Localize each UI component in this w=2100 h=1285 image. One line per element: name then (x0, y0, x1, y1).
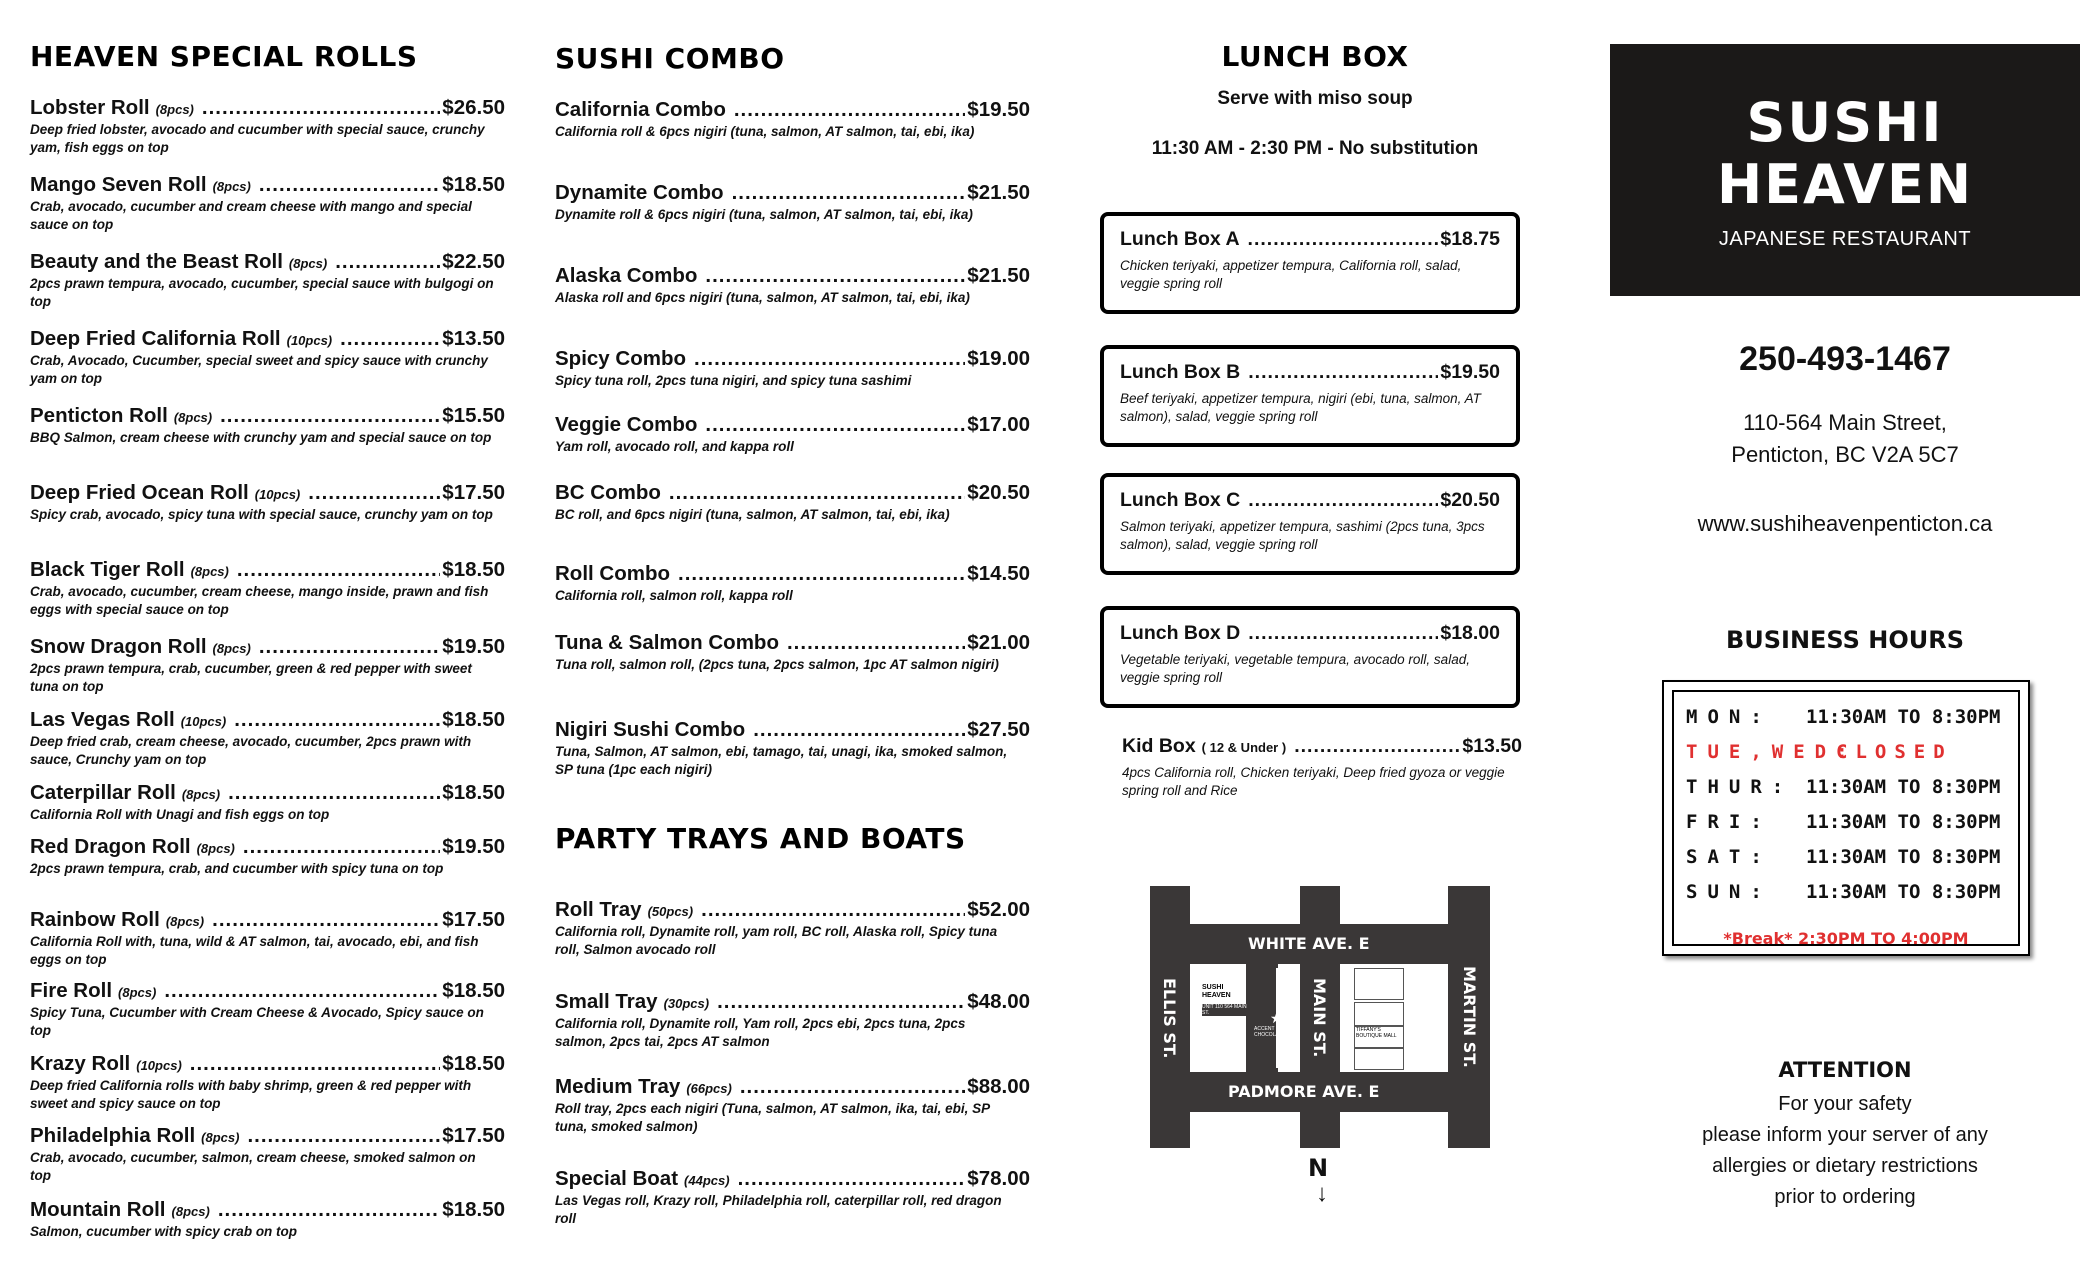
roll-desc: Crab, avocado, cucumber and cream cheese with mango and special sauce on top (30, 199, 472, 232)
combo-leader (705, 413, 965, 437)
party-name: Roll Tray (555, 898, 642, 921)
combo-item (555, 181, 1030, 224)
roll-desc: Spicy crab, avocado, spicy tuna with special sauce, crunchy yam on top (30, 507, 493, 522)
hours-day: FRI: (1686, 811, 1772, 833)
roll-name: Fire Roll (30, 979, 113, 1002)
kid-box (1122, 735, 1522, 800)
combo-name: Roll Combo (555, 562, 671, 585)
map-label-ellis-st: ELLIS ST. (1160, 978, 1179, 1059)
combo-item (555, 481, 1030, 524)
party-name: Special Boat (555, 1167, 679, 1190)
party-price: $78.00 (967, 1167, 1030, 1190)
sushi-combo-title: SUSHI COMBO (555, 42, 785, 75)
party-price: $48.00 (967, 990, 1030, 1013)
address-line-2: Penticton, BC V2A 5C7 (1731, 442, 1959, 467)
roll-desc: California Roll with Unagi and fish eggs on top (30, 807, 330, 822)
roll-desc: Crab, Avocado, Cucumber, special sweet and spicy sauce with crunchy yam on top (30, 353, 488, 386)
lunch-box-price: $18.75 (1440, 228, 1500, 250)
roll-pieces: (8pcs) (118, 985, 157, 1000)
roll-leader (259, 173, 440, 197)
roll-pieces: (8pcs) (155, 102, 194, 117)
lunch-box-card (1100, 212, 1520, 314)
roll-desc: 2pcs prawn tempura, crab, cucumber, green & red pepper with sweet tuna on top (30, 661, 472, 694)
hours-row (1686, 881, 2006, 903)
combo-item (555, 631, 1030, 674)
roll-item (30, 781, 505, 824)
roll-name: Lobster Roll (30, 96, 150, 119)
special-rolls-title: HEAVEN SPECIAL ROLLS (30, 40, 418, 73)
roll-item (30, 558, 505, 619)
address-line-1: 110-564 Main Street, (1743, 410, 1947, 435)
hours-time: 11:30AM TO 8:30PM (1806, 881, 2001, 903)
combo-price: $21.50 (967, 181, 1030, 204)
roll-pieces: (10pcs) (180, 714, 227, 729)
combo-leader (669, 481, 965, 505)
roll-desc: Deep fried California rolls with baby shrimp, green & red pepper with sweet and spicy sauce on top (30, 1078, 472, 1111)
party-item (555, 898, 1030, 959)
party-pieces: (50pcs) (647, 904, 694, 919)
party-desc: California roll, Dynamite roll, yam roll, BC roll, Alaska roll, Spicy tuna roll, Salmon avocado roll (555, 924, 998, 957)
combo-name: Alaska Combo (555, 264, 698, 287)
roll-price: $19.50 (442, 635, 505, 658)
map-star-icon: ★ (1270, 1010, 1283, 1026)
lunch-box-hours: 11:30 AM - 2:30 PM - No substitution (1151, 138, 1479, 159)
map-lot-2 (1354, 1002, 1404, 1026)
roll-leader (234, 708, 440, 732)
logo-subtitle: JAPANESE RESTAURANT (1718, 228, 1972, 250)
roll-pieces: (8pcs) (173, 410, 213, 425)
roll-item (30, 835, 505, 878)
combo-leader (734, 98, 965, 122)
lunch-box-card (1100, 345, 1520, 447)
roll-price: $18.50 (442, 781, 505, 804)
lunch-box-name: Lunch Box C (1120, 489, 1241, 511)
roll-pieces: (8pcs) (165, 914, 205, 929)
roll-desc: Crab, avocado, cucumber, salmon, cream cheese, smoked salmon on top (30, 1150, 476, 1183)
logo-line-2: HEAVEN (1716, 153, 1974, 216)
roll-price: $18.50 (442, 708, 505, 731)
roll-leader (243, 835, 440, 859)
party-desc: Las Vegas roll, Krazy roll, Philadelphia roll, caterpillar roll, red dragon roll (555, 1193, 1002, 1226)
combo-desc: BC roll, and 6pcs nigiri (tuna, salmon, AT salmon, tai, ebi, ika) (555, 507, 950, 522)
hours-row (1686, 776, 2006, 798)
lunch-box-name: Lunch Box A (1120, 228, 1240, 250)
combo-item (555, 264, 1030, 307)
attention-line-2: please inform your server of any (1702, 1124, 1988, 1146)
combo-leader (694, 347, 965, 371)
combo-price: $19.00 (967, 347, 1030, 370)
kid-box-leader (1294, 735, 1460, 758)
combo-desc: California roll, salmon roll, kappa roll (555, 588, 793, 603)
hours-day: MON: (1686, 706, 1772, 728)
hours-day: THUR: (1686, 776, 1794, 798)
party-desc: California roll, Dynamite roll, Yam roll, 2pcs ebi, 2pcs tuna, 2pcs salmon, 2pcs tai, 2pcs AT salmon (555, 1016, 966, 1049)
hours-row (1686, 741, 2006, 763)
roll-name: Rainbow Roll (30, 908, 160, 931)
roll-item (30, 481, 505, 524)
location-map (1150, 886, 1490, 1207)
roll-desc: Deep fried crab, cream cheese, avocado, cucumber, 2pcs prawn with sauce, Crunchy yam on top (30, 734, 472, 767)
lunch-box-name: Lunch Box D (1120, 622, 1241, 644)
roll-item (30, 1198, 505, 1241)
lunch-box-card (1100, 473, 1520, 575)
hours-time: 11:30AM TO 8:30PM (1806, 776, 2001, 798)
roll-price: $17.50 (442, 481, 505, 504)
party-pieces: (66pcs) (686, 1081, 732, 1096)
combo-price: $21.00 (967, 631, 1030, 654)
party-item (555, 990, 1030, 1051)
roll-price: $18.50 (442, 979, 505, 1002)
roll-leader (259, 635, 440, 659)
lunch-box-card (1100, 606, 1520, 708)
lunch-box-price: $20.50 (1440, 489, 1500, 511)
roll-item (30, 1052, 505, 1113)
north-label: N (1308, 1154, 1329, 1182)
phone-number[interactable]: 250-493-1467 (1739, 340, 1951, 378)
roll-pieces: (8pcs) (171, 1204, 210, 1219)
hours-time: 11:30AM TO 8:30PM (1806, 706, 2001, 728)
combo-desc: Tuna, Salmon, AT salmon, ebi, tamago, tai, unagi, ika, smoked salmon, SP tuna (1pc each nigiri) (555, 744, 1008, 777)
lunch-box-leader (1248, 228, 1439, 251)
roll-item (30, 708, 505, 769)
roll-price: $26.50 (442, 96, 505, 119)
roll-item (30, 250, 505, 311)
roll-price: $17.50 (442, 1124, 505, 1147)
roll-item (30, 173, 505, 234)
lunch-box-leader (1248, 622, 1438, 645)
roll-item (30, 404, 505, 447)
roll-price: $18.50 (442, 173, 505, 196)
party-price: $52.00 (967, 898, 1030, 921)
roll-pieces: (10pcs) (136, 1058, 182, 1073)
lunch-box-leader (1248, 361, 1438, 384)
roll-leader (237, 558, 440, 582)
roll-name: Black Tiger Roll (30, 558, 185, 581)
map-label-martin-st: MARTIN ST. (1460, 966, 1479, 1068)
combo-leader (705, 264, 965, 288)
break-time: *Break* 2:30PM TO 4:00PM (1723, 929, 1969, 948)
roll-pieces: (10pcs) (286, 333, 333, 348)
combo-desc: Tuna roll, salmon roll, (2pcs tuna, 2pcs salmon, 1pc AT salmon nigiri) (555, 657, 999, 672)
business-hours-box (1662, 680, 2030, 956)
roll-name: Snow Dragon Roll (30, 635, 207, 658)
combo-desc: Spicy tuna roll, 2pcs tuna nigiri, and spicy tuna sashimi (555, 373, 912, 388)
hours-row (1686, 846, 2006, 868)
hours-day: SUN: (1686, 881, 1772, 903)
lunch-box-desc: Beef teriyaki, appetizer tempura, nigiri (ebi, tuna, salmon, AT salmon), salad, veggie spring roll (1120, 391, 1481, 424)
website-link[interactable]: www.sushiheavenpenticton.ca (1697, 511, 1993, 536)
party-trays-title: PARTY TRAYS AND BOATS (555, 822, 966, 855)
combo-item (555, 413, 1030, 456)
roll-desc: 2pcs prawn tempura, avocado, cucumber, special sauce with bulgogi on top (30, 276, 494, 309)
attention-line-3: allergies or dietary restrictions (1712, 1155, 1978, 1177)
combo-desc: Dynamite roll & 6pcs nigiri (tuna, salmon, AT salmon, tai, ebi, ika) (555, 207, 973, 222)
roll-name: Deep Fried Ocean Roll (30, 481, 249, 504)
roll-price: $18.50 (442, 558, 505, 581)
combo-leader (787, 631, 965, 655)
north-arrow-icon: ↓ (1316, 1180, 1328, 1207)
party-desc: Roll tray, 2pcs each nigiri (Tuna, salmon, AT salmon, ika, tai, ebi, SP tuna, smoked salmon) (555, 1101, 990, 1134)
roll-leader (202, 96, 440, 120)
combo-desc: California roll & 6pcs nigiri (tuna, salmon, AT salmon, tai, ebi, ika) (555, 124, 975, 139)
party-pieces: (30pcs) (663, 996, 710, 1011)
party-leader (717, 990, 965, 1014)
roll-name: Deep Fried California Roll (30, 327, 281, 350)
party-leader (738, 1167, 966, 1191)
roll-pieces: (8pcs) (196, 841, 235, 856)
roll-price: $18.50 (442, 1052, 505, 1075)
roll-name: Mango Seven Roll (30, 173, 207, 196)
combo-price: $20.50 (967, 481, 1030, 504)
kid-box-age: ( 12 & Under ) (1201, 740, 1287, 755)
business-hours-title: BUSINESS HOURS (1725, 626, 1965, 654)
roll-leader (340, 327, 440, 351)
map-label-sushi-heaven: SUSHI HEAVEN (1202, 984, 1231, 999)
roll-pieces: (8pcs) (181, 787, 221, 802)
map-label-white-ave: WHITE AVE. E (1248, 934, 1370, 953)
roll-leader (218, 1198, 440, 1222)
party-leader (701, 898, 965, 922)
hours-time: 11:30AM TO 8:30PM (1806, 811, 2001, 833)
roll-name: Penticton Roll (30, 404, 168, 427)
roll-desc: BBQ Salmon, cream cheese with crunchy yam and special sauce on top (30, 430, 492, 445)
party-name: Medium Tray (555, 1075, 681, 1098)
roll-item (30, 327, 505, 388)
combo-name: BC Combo (555, 481, 661, 504)
roll-desc: Salmon, cucumber with spicy crab on top (30, 1224, 298, 1239)
party-name: Small Tray (555, 990, 658, 1013)
logo-line-1: SUSHI (1746, 91, 1944, 154)
roll-pieces: (8pcs) (288, 256, 328, 271)
roll-leader (212, 908, 440, 932)
map-label-tiffanys: TIFFANY'S BOUTIQUE MALL (1356, 1027, 1397, 1039)
roll-pieces: (8pcs) (190, 564, 229, 579)
roll-name: Krazy Roll (30, 1052, 131, 1075)
roll-pieces: (8pcs) (212, 179, 251, 194)
roll-leader (308, 481, 440, 505)
combo-name: Veggie Combo (555, 413, 698, 436)
lunch-box-desc: Salmon teriyaki, appetizer tempura, sashimi (2pcs tuna, 3pcs salmon), salad, veggie spring roll (1120, 519, 1485, 552)
party-leader (740, 1075, 965, 1099)
roll-leader (220, 404, 440, 428)
map-lot-1 (1354, 968, 1404, 1000)
map-label-padmore-ave: PADMORE AVE. E (1228, 1082, 1380, 1101)
roll-name: Las Vegas Roll (30, 708, 175, 731)
kid-box-price: $13.50 (1462, 735, 1522, 757)
roll-name: Mountain Roll (30, 1198, 166, 1221)
combo-price: $17.00 (967, 413, 1030, 436)
roll-price: $13.50 (442, 327, 505, 350)
map-label-main-st: MAIN ST. (1310, 978, 1329, 1058)
roll-price: $15.50 (442, 404, 505, 427)
hours-row (1686, 811, 2006, 833)
business-hours-inner (1672, 690, 2020, 946)
map-lot-4 (1354, 1048, 1404, 1070)
roll-name: Philadelphia Roll (30, 1124, 196, 1147)
combo-item (555, 718, 1030, 779)
roll-desc: California Roll with, tuna, wild & AT salmon, tai, avocado, ebi, and fish eggs on top (30, 934, 479, 967)
lunch-box-name: Lunch Box B (1120, 361, 1241, 383)
roll-pieces: (10pcs) (254, 487, 301, 502)
combo-leader (753, 718, 965, 742)
roll-desc: Crab, avocado, cucumber, cream cheese, mango inside, prawn and fish eggs with special sauce on top (30, 584, 489, 617)
lunch-box-price: $18.00 (1440, 622, 1500, 644)
combo-leader (732, 181, 966, 205)
kid-box-name: Kid Box (1122, 735, 1196, 757)
roll-desc: Spicy Tuna, Cucumber with Cream Cheese & Avocado, Spicy sauce on top (30, 1005, 484, 1038)
combo-price: $21.50 (967, 264, 1030, 287)
combo-name: Dynamite Combo (555, 181, 724, 204)
roll-leader (228, 781, 440, 805)
roll-name: Beauty and the Beast Roll (30, 250, 283, 273)
roll-desc: 2pcs prawn tempura, crab, and cucumber with spicy tuna on top (30, 861, 444, 876)
combo-price: $19.50 (967, 98, 1030, 121)
attention-title: ATTENTION (1778, 1058, 1912, 1082)
party-price: $88.00 (967, 1075, 1030, 1098)
hours-time: 11:30AM TO 8:30PM (1806, 846, 2001, 868)
combo-desc: Alaska roll and 6pcs nigiri (tuna, salmon, AT salmon, tai, ebi, ika) (555, 290, 970, 305)
roll-item (30, 979, 505, 1040)
attention-line-4: prior to ordering (1774, 1186, 1916, 1208)
combo-price: $27.50 (967, 718, 1030, 741)
hours-day: SAT: (1686, 846, 1772, 868)
party-item (555, 1075, 1030, 1136)
roll-leader (247, 1124, 440, 1148)
roll-price: $18.50 (442, 1198, 505, 1221)
lunch-box-serve: Serve with miso soup (1217, 88, 1413, 109)
combo-item (555, 562, 1030, 605)
roll-pieces: (8pcs) (212, 641, 251, 656)
kid-box-desc: 4pcs California roll, Chicken teriyaki, Deep fried gyoza or veggie spring roll and Rice (1122, 765, 1505, 798)
hours-day: TUE,WED: (1686, 741, 1858, 763)
roll-item (30, 635, 505, 696)
roll-price: $22.50 (442, 250, 505, 273)
combo-item (555, 98, 1030, 141)
hours-row (1686, 706, 2006, 728)
lunch-box-desc: Vegetable teriyaki, vegetable tempura, avocado roll, salad, veggie spring roll (1120, 652, 1470, 685)
party-item (555, 1167, 1030, 1228)
lunch-box-desc: Chicken teriyaki, appetizer tempura, California roll, salad, veggie spring roll (1120, 258, 1462, 291)
hours-time: CLOSED (1836, 741, 1953, 763)
roll-price: $19.50 (442, 835, 505, 858)
roll-leader (164, 979, 440, 1003)
combo-price: $14.50 (967, 562, 1030, 585)
roll-desc: Deep fried lobster, avocado and cucumber with special sauce, crunchy yam, fish eggs on top (30, 122, 485, 155)
lunch-box-price: $19.50 (1440, 361, 1500, 383)
lunch-box-leader (1248, 489, 1438, 512)
lunch-box-title: LUNCH BOX (1221, 40, 1409, 73)
combo-name: Nigiri Sushi Combo (555, 718, 746, 741)
roll-pieces: (8pcs) (201, 1130, 240, 1145)
roll-item (30, 908, 505, 969)
map-label-sushi-heaven-unit: UNIT 110 564 MAIN ST. (1202, 1004, 1252, 1016)
combo-name: Spicy Combo (555, 347, 686, 370)
roll-leader (190, 1052, 441, 1076)
roll-leader (335, 250, 440, 274)
roll-item (30, 1124, 505, 1185)
party-pieces: (44pcs) (684, 1173, 730, 1188)
attention-line-1: For your safety (1778, 1093, 1912, 1115)
combo-name: California Combo (555, 98, 726, 121)
combo-desc: Yam roll, avocado roll, and kappa roll (555, 439, 794, 454)
roll-item (30, 96, 505, 157)
sushi-heaven-logo (1610, 44, 2080, 296)
combo-item (555, 347, 1030, 390)
map-label-accent-chocolate: ACCENT CHOCOLATE (1254, 1026, 1285, 1038)
roll-name: Red Dragon Roll (30, 835, 191, 858)
roll-name: Caterpillar Roll (30, 781, 176, 804)
roll-price: $17.50 (442, 908, 505, 931)
combo-name: Tuna & Salmon Combo (555, 631, 779, 654)
combo-leader (678, 562, 965, 586)
